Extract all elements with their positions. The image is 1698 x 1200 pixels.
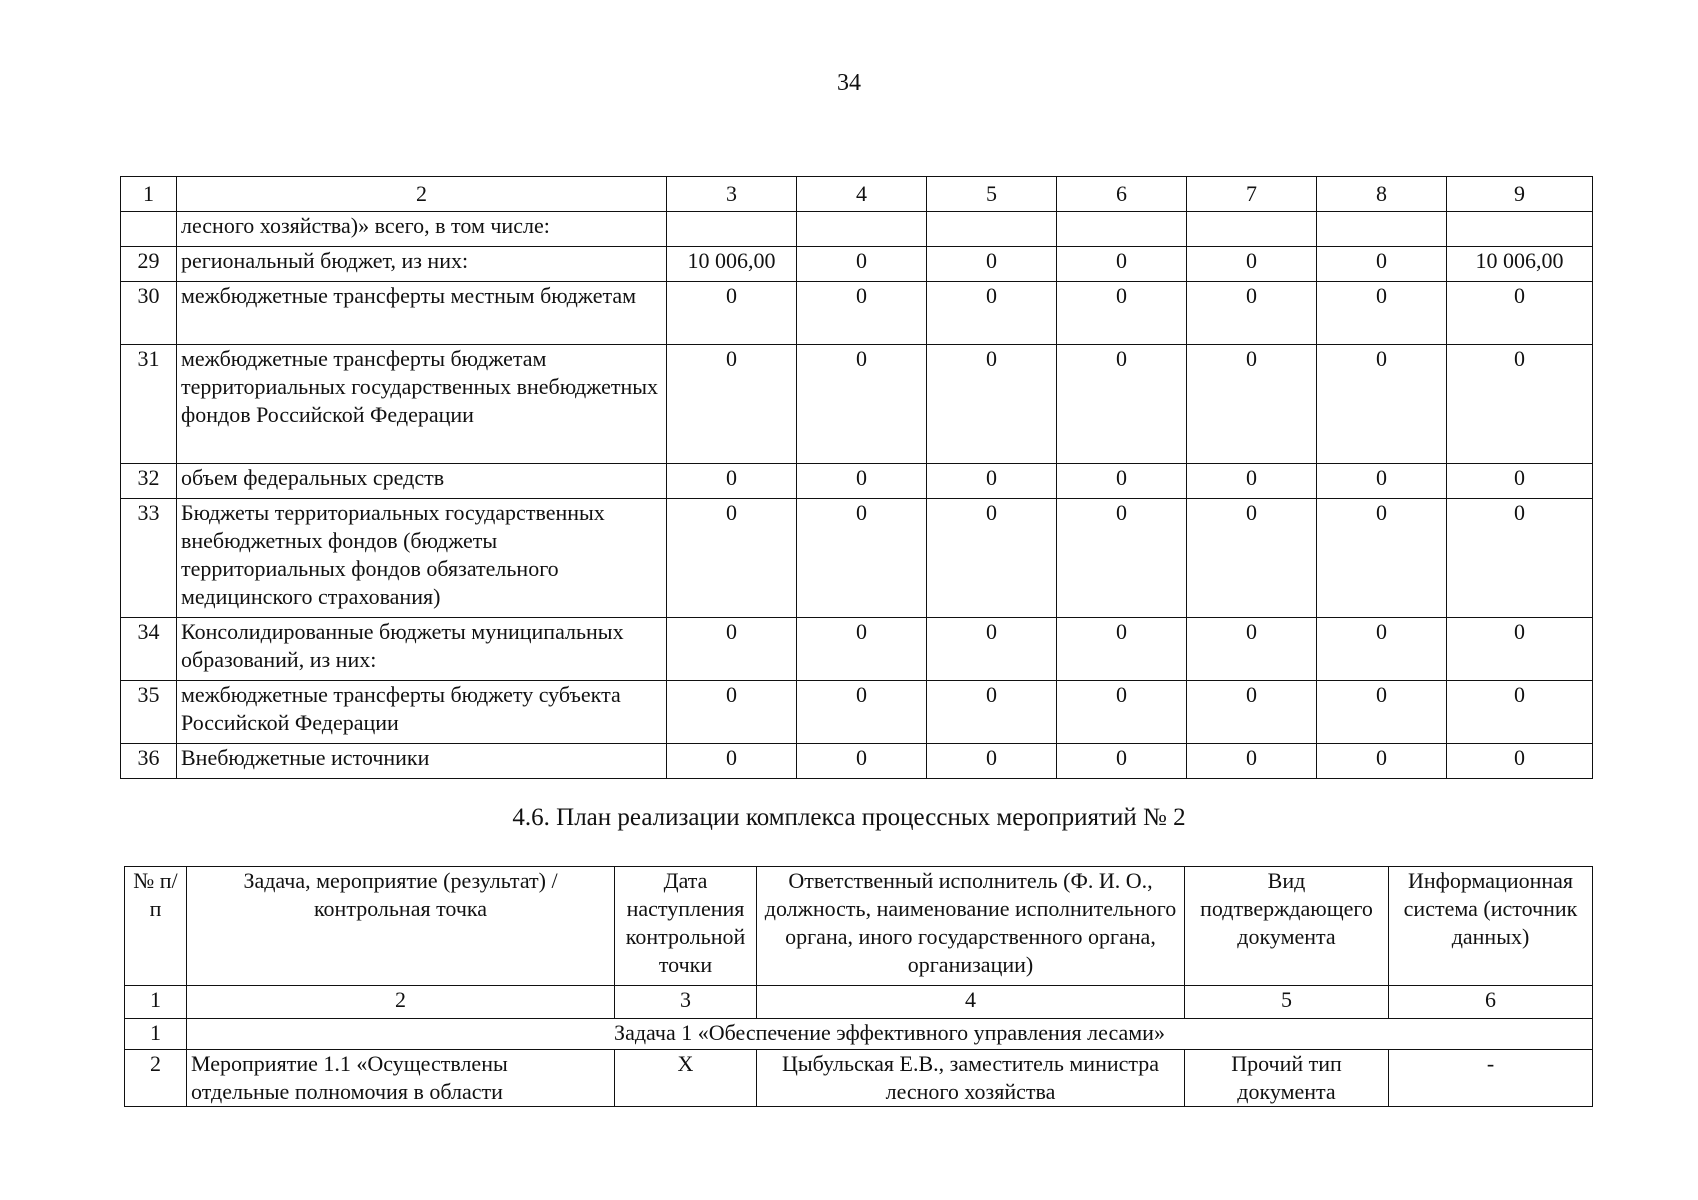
budget-header-cell: 8	[1317, 177, 1447, 212]
budget-value-cell: 0	[1187, 744, 1317, 779]
budget-value-cell: 0	[1317, 681, 1447, 744]
budget-header-row	[121, 177, 1593, 212]
budget-value-cell: 0	[927, 681, 1057, 744]
budget-value-cell: 0	[1187, 499, 1317, 618]
budget-value-cell: 0	[1447, 345, 1593, 464]
budget-value-cell: 0	[1057, 618, 1187, 681]
plan-number-cell: 1	[125, 986, 187, 1019]
budget-table	[120, 176, 1593, 779]
budget-value-cell	[797, 212, 927, 247]
budget-table-row	[121, 464, 1593, 499]
budget-value-cell: 0	[1187, 247, 1317, 282]
plan-number-cell: 2	[187, 986, 615, 1019]
budget-value-cell: 0	[927, 247, 1057, 282]
budget-value-cell: 0	[1057, 681, 1187, 744]
budget-value-cell: 0	[927, 618, 1057, 681]
budget-table-row	[121, 618, 1593, 681]
plan-number-cell: 4	[757, 986, 1185, 1019]
plan-activity-name: Мероприятие 1.1 «Осуществлены отдельные полномочия в области	[187, 1050, 615, 1107]
budget-row-number: 34	[121, 618, 177, 681]
budget-value-cell	[1187, 212, 1317, 247]
budget-value-cell: 0	[667, 744, 797, 779]
budget-value-cell: 0	[927, 282, 1057, 345]
plan-header-cell: Вид подтверждающего документа	[1185, 867, 1389, 986]
budget-value-cell	[927, 212, 1057, 247]
page-number: 34	[837, 70, 861, 96]
budget-table-row	[121, 282, 1593, 345]
budget-value-cell	[1317, 212, 1447, 247]
budget-value-cell: 0	[797, 618, 927, 681]
budget-value-cell: 0	[1317, 618, 1447, 681]
budget-value-cell: 0	[797, 499, 927, 618]
budget-row-label: Внебюджетные источники	[177, 744, 667, 779]
budget-row-number: 32	[121, 464, 177, 499]
budget-row-label: Бюджеты территориальных государственных внебюджетных фондов (бюджеты территориальных фондов обязательного медицинского страхования)	[177, 499, 667, 618]
plan-activity-responsible: Цыбульская Е.В., заместитель министра лесного хозяйства	[757, 1050, 1185, 1107]
plan-activity-row	[125, 1050, 1593, 1107]
budget-value-cell: 0	[1057, 282, 1187, 345]
budget-value-cell: 0	[927, 744, 1057, 779]
budget-value-cell: 0	[1447, 744, 1593, 779]
plan-task-number: 1	[125, 1019, 187, 1050]
budget-row-label: объем федеральных средств	[177, 464, 667, 499]
budget-value-cell: 0	[1187, 681, 1317, 744]
budget-row-number: 30	[121, 282, 177, 345]
budget-value-cell: 10 006,00	[1447, 247, 1593, 282]
budget-value-cell: 0	[667, 499, 797, 618]
budget-header-cell: 2	[177, 177, 667, 212]
plan-task-text: Задача 1 «Обеспечение эффективного управления лесами»	[187, 1019, 1593, 1050]
budget-value-cell: 0	[1447, 681, 1593, 744]
plan-header-cell: Задача, мероприятие (результат) / контрольная точка	[187, 867, 615, 986]
budget-row-label: лесного хозяйства)» всего, в том числе:	[177, 212, 667, 247]
plan-activity-date: X	[615, 1050, 757, 1107]
budget-value-cell: 0	[797, 744, 927, 779]
budget-value-cell: 0	[1317, 499, 1447, 618]
budget-value-cell: 0	[927, 464, 1057, 499]
plan-header-cell: Ответственный исполнитель (Ф. И. О., должность, наименование исполнительного органа, иного государственного органа, организации)	[757, 867, 1185, 986]
budget-table-row	[121, 744, 1593, 779]
plan-header-cell: Информационная система (источник данных)	[1389, 867, 1593, 986]
plan-number-cell: 3	[615, 986, 757, 1019]
budget-row-number: 36	[121, 744, 177, 779]
budget-row-number	[121, 212, 177, 247]
budget-value-cell	[1057, 212, 1187, 247]
budget-table-body	[121, 177, 1593, 779]
budget-row-number: 29	[121, 247, 177, 282]
budget-value-cell: 0	[1447, 499, 1593, 618]
plan-number-cell: 5	[1185, 986, 1389, 1019]
budget-value-cell: 0	[1187, 618, 1317, 681]
budget-value-cell: 0	[1447, 282, 1593, 345]
budget-row-label: региональный бюджет, из них:	[177, 247, 667, 282]
budget-value-cell: 0	[797, 282, 927, 345]
plan-activity-doc-type: Прочий тип документа	[1185, 1050, 1389, 1107]
budget-value-cell: 0	[1317, 744, 1447, 779]
plan-number-row	[125, 986, 1593, 1019]
budget-value-cell: 0	[1057, 499, 1187, 618]
plan-table	[124, 866, 1593, 1107]
budget-value-cell: 0	[927, 499, 1057, 618]
plan-task-row	[125, 1019, 1593, 1050]
budget-value-cell: 0	[1447, 618, 1593, 681]
budget-header-cell: 6	[1057, 177, 1187, 212]
budget-value-cell: 0	[1187, 464, 1317, 499]
budget-value-cell	[667, 212, 797, 247]
budget-value-cell: 10 006,00	[667, 247, 797, 282]
plan-activity-number: 2	[125, 1050, 187, 1107]
budget-value-cell: 0	[1447, 464, 1593, 499]
plan-header-row	[125, 867, 1593, 986]
budget-value-cell: 0	[667, 282, 797, 345]
budget-header-cell: 4	[797, 177, 927, 212]
budget-header-cell: 7	[1187, 177, 1317, 212]
budget-row-label: межбюджетные трансферты бюджетам территориальных государственных внебюджетных фондов Российской Федерации	[177, 345, 667, 464]
plan-number-cell: 6	[1389, 986, 1593, 1019]
budget-value-cell: 0	[1057, 247, 1187, 282]
budget-table-row	[121, 212, 1593, 247]
budget-value-cell: 0	[1057, 464, 1187, 499]
budget-value-cell: 0	[667, 681, 797, 744]
plan-activity-info-system: -	[1389, 1050, 1593, 1107]
budget-value-cell: 0	[1187, 345, 1317, 464]
budget-value-cell: 0	[797, 681, 927, 744]
budget-header-cell: 5	[927, 177, 1057, 212]
budget-row-number: 33	[121, 499, 177, 618]
budget-value-cell: 0	[667, 345, 797, 464]
budget-row-number: 35	[121, 681, 177, 744]
budget-table-row	[121, 681, 1593, 744]
budget-table-row	[121, 247, 1593, 282]
budget-value-cell: 0	[1317, 247, 1447, 282]
budget-row-label: межбюджетные трансферты местным бюджетам	[177, 282, 667, 345]
budget-header-cell: 9	[1447, 177, 1593, 212]
budget-table-row	[121, 499, 1593, 618]
budget-value-cell	[1447, 212, 1593, 247]
plan-header-cell: № п/п	[125, 867, 187, 986]
budget-row-label: Консолидированные бюджеты муниципальных образований, из них:	[177, 618, 667, 681]
section-title: 4.6. План реализации комплекса процессных мероприятий № 2	[512, 804, 1186, 831]
budget-value-cell: 0	[1187, 282, 1317, 345]
budget-value-cell: 0	[797, 345, 927, 464]
budget-value-cell: 0	[1317, 345, 1447, 464]
budget-value-cell: 0	[667, 464, 797, 499]
plan-header-cell: Дата наступления контрольной точки	[615, 867, 757, 986]
budget-value-cell: 0	[797, 464, 927, 499]
budget-value-cell: 0	[927, 345, 1057, 464]
budget-value-cell: 0	[1057, 345, 1187, 464]
budget-value-cell: 0	[797, 247, 927, 282]
budget-header-cell: 3	[667, 177, 797, 212]
budget-header-cell: 1	[121, 177, 177, 212]
budget-value-cell: 0	[1057, 744, 1187, 779]
budget-row-label: межбюджетные трансферты бюджету субъекта Российской Федерации	[177, 681, 667, 744]
budget-row-number: 31	[121, 345, 177, 464]
budget-value-cell: 0	[1317, 464, 1447, 499]
budget-value-cell: 0	[667, 618, 797, 681]
budget-value-cell: 0	[1317, 282, 1447, 345]
budget-table-row	[121, 345, 1593, 464]
